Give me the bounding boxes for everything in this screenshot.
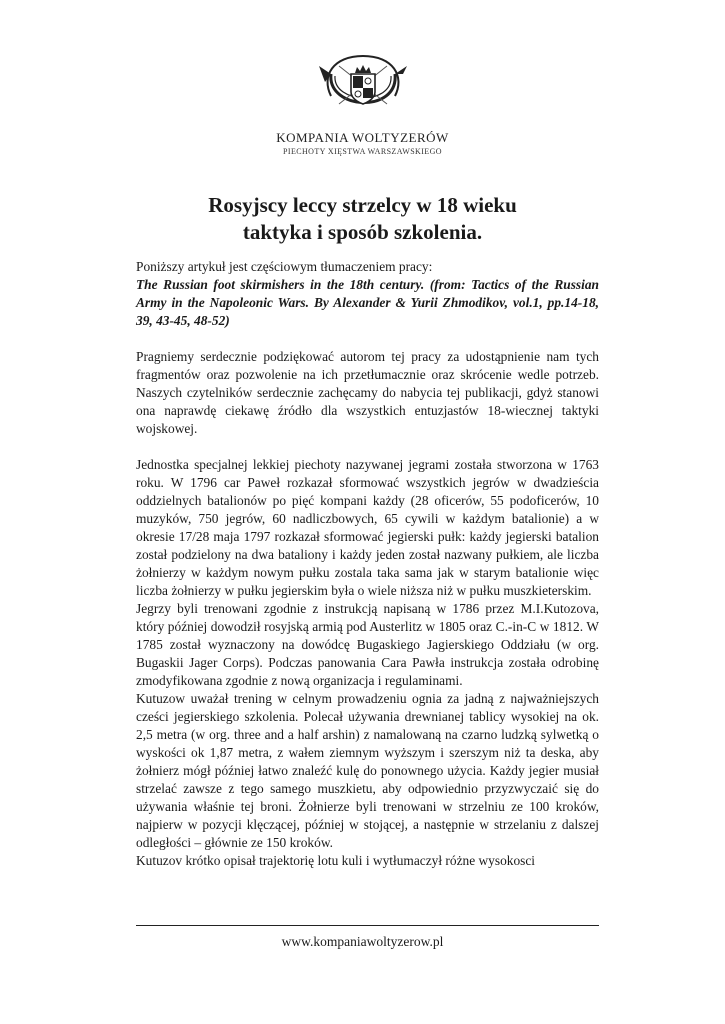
body-paragraph: Jednostka specjalnej lekkiej piechoty nazywanej jegrami została stworzona w 1763 roku. W 1796 car Paweł rozkazał sformować wszystkich jegrów w dwadzieścia oddzielnych batalionów po pięć kompani każdy (28 oficerów, 55 podoficerów, 10 muzyków, 750 jegrów, 60 nadliczbowych, 65 cywili w każdym batalionie) a w okresie 17/28 maja 1797 rozkazał sformować jegierski pułk: każdy jegierski batalion został podzielony na dwa bataliony i każdy jeden został nazwany pułkiem, ale liczba żołnierzy w każdym nowym pułku zostala taka sama jak w starym batalionie więc liczba żołnierzy w pułku jegierskim była o wiele niższa niż w pułku muszkieterskim. [136, 457, 599, 598]
horn-emblem-logo [313, 52, 413, 128]
source-citation: The Russian foot skirmishers in the 18th century. (from: Tactics of the Russian Army in the Napoleonic Wars. By Alexander & Yurii Zhmodikov, vol.1, pp.14-18, 39, 43-45, 48-52) [136, 277, 599, 328]
intro-line: Poniższy artykuł jest częściowym tłumaczeniem pracy: [136, 259, 433, 274]
acknowledgement-paragraph: Pragniemy serdecznie podziękować autorom tej pracy za udostąpnienie nam tych fragmentów oraz pozwolenie na ich przetłumacznie oraz skrócenie wedle potrzeb. Naszych czytelników serdecznie zachęcamy do nabycia tej publikacji, gdyż stanowi ona naprawdę ciekawę źródło dla wszystkich entuzjastów 18-wiecznej taktyki wojskowej. [136, 349, 599, 436]
article-body [136, 258, 599, 870]
article-title: Rosyjscy leccy strzelcy w 18 wieku [208, 193, 517, 217]
brand-name: KOMPANIA WOLTYZERÓW [276, 130, 449, 145]
header-logo [0, 52, 725, 156]
footer-url: www.kompaniawoltyzerow.pl [281, 934, 444, 949]
article-subtitle: taktyka i sposób szkolenia. [242, 220, 483, 244]
body-paragraph: Kutuzov krótko opisał trajektorię lotu kuli i wytłumaczył różne wysokosci [136, 853, 536, 868]
body-paragraph: Kutuzow uważał trening w celnym prowadzeniu ognia za jadną z najważniejszych cześci jegierskiego szkolenia. Polecał używania drewnianej tablicy wysokiej na ok. 2,5 metra (w org. three and a half arshin) z namalowaną na czarno ludzką sylwetką o wyskości ok 1,87 metra, z wałem ziemnym wyższym i szerszym niż ta deska, aby żołnierz mógł później łatwo znaleźć kulę do ponownego użycia. Każdy jegier musiał strzelać zawsze z tego samego muszkietu, aby odpowiednio przyzwyczaić się do używania właśnie tej broni. Żołnierze byli trenowani w strzelniu ze 100 kroków, najpierw w pozycji klęczącej, później w stojącej, a następnie w strzelaniu z dalszej odległości – głównie ze 150 kroków. [136, 691, 599, 850]
brand-subtitle: PIECHOTY XIĘSTWA WARSZAWSKIEGO [283, 147, 442, 156]
body-paragraph: Jegrzy byli trenowani zgodnie z instrukcją napisaną w 1786 przez M.I.Kutozova, który później dowodził rosyjską armią pod Austerlitz w 1805 oraz C.-in-C w 1812. W 1785 został wyznaczony na dowódcę Bugaskiego Jagierskiego Oddziału (w org. Bugaskii Jager Corps). Podczas panowania Cara Pawła instrukcja została odrobinę zmodyfikowana zgodnie z nową organizacja i regulaminami. [136, 601, 599, 688]
footer-divider [136, 925, 599, 926]
